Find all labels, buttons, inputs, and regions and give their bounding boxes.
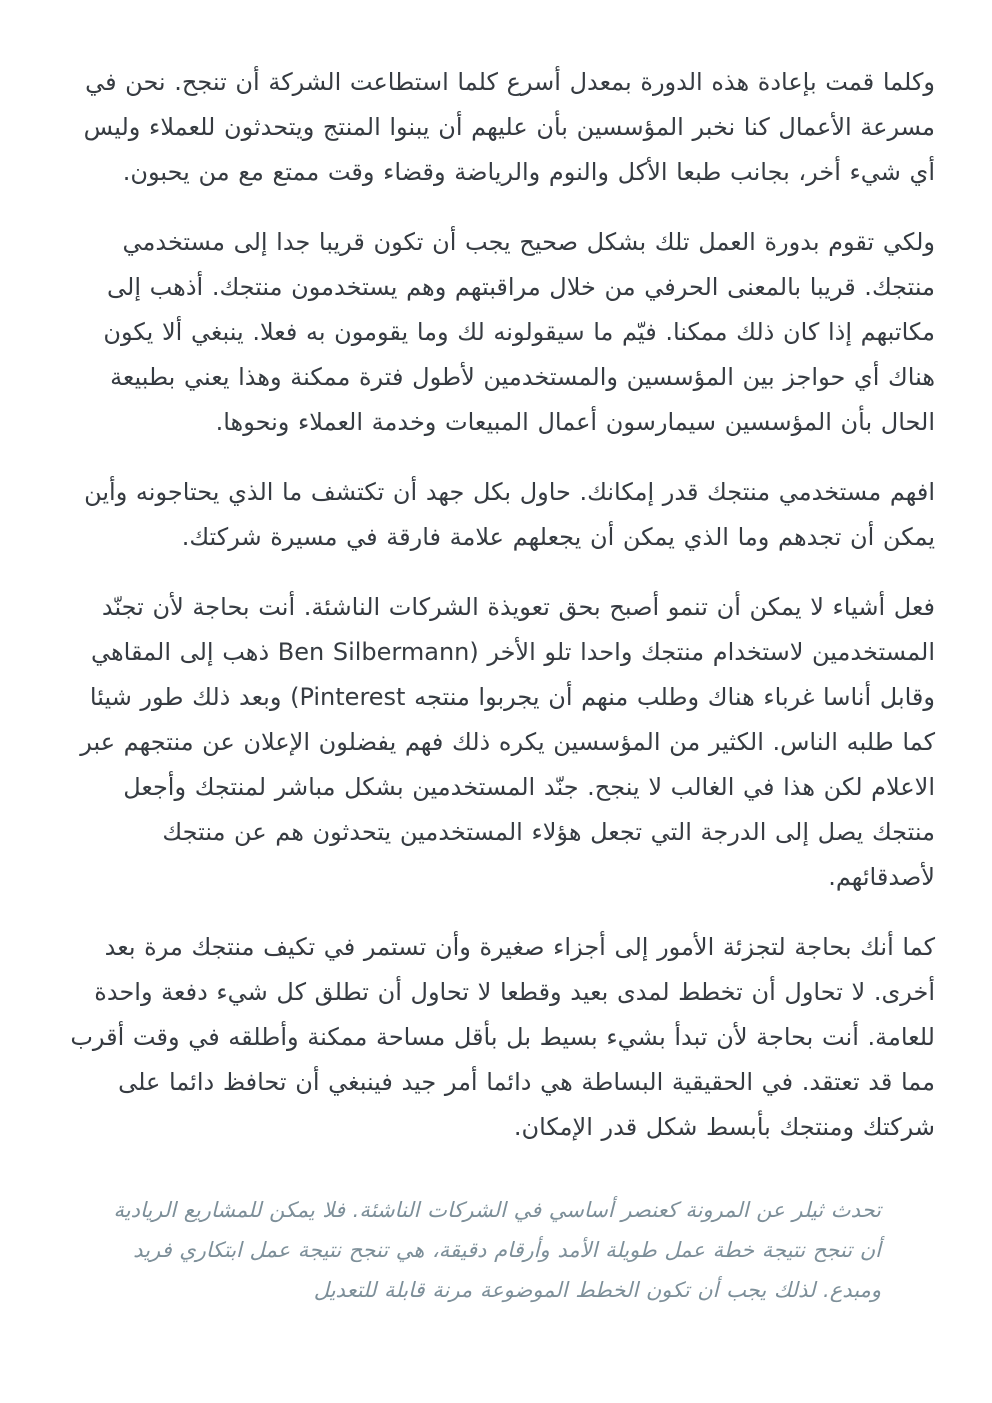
quote-paragraph: تحدث ثيلر عن المرونة كعنصر أساسي في الشركات الناشئة. فلا يمكن للمشاريع الريادية أن تنجح نتيجة خطة عمل طويلة الأمد وأرقام دقيقة، هي تنجح نتيجة عمل ابتكاري فريد ومبدع. لذلك يجب أن تكون الخطط الموضوعة مرنة قابلة للتعديل	[113, 1198, 881, 1302]
paragraph-2: ولكي تقوم بدورة العمل تلك بشكل صحيح يجب أن تكون قريبا جدا إلى مستخدمي منتجك. قريبا بالمعنى الحرفي من خلال مراقبتهم وهم يستخدمون منتجك. أذهب إلى مكاتبهم إذا كان ذلك ممكنا. فيّم ما سيقولونه لك وما يقومون به فعلا. ينبغي ألا يكون هناك أي حواجز بين المؤسسين والمستخدمين لأطول فترة ممكنة وهذا يعني بطبيعة الحال بأن المؤسسين سيمارسون أعمال المبيعات وخدمة العملاء ونحوها.	[103, 228, 935, 436]
paragraph-3: افهم مستخدمي منتجك قدر إمكانك. حاول بكل جهد أن تكتشف ما الذي يحتاجونه وأين يمكن أن تجدهم وما الذي يمكن أن يجعلهم علامة فارقة في مسيرة شركتك.	[84, 478, 935, 551]
paragraph-5: كما أنك بحاجة لتجزئة الأمور إلى أجزاء صغيرة وأن تستمر في تكيف منتجك مرة بعد أخرى. لا تحاول أن تخطط لمدى بعيد وقطعا لا تحاول أن تطلق كل شيء دفعة واحدة للعامة. أنت بحاجة لأن تبدأ بشيء بسيط بل بأقل مساحة ممكنة وأطلقه في وقت أقرب مما قد تعتقد. في الحقيقية البساطة هي دائما أمر جيد فينبغي أن تحافظ دائما على شركتك ومنتجك بأبسط شكل قدر الإمكان.	[70, 933, 935, 1141]
paragraph-1: وكلما قمت بإعادة هذه الدورة بمعدل أسرع كلما استطاعت الشركة أن تنجح. نحن في مسرعة الأعمال كنا نخبر المؤسسين بأن عليهم أن يبنوا المنتج ويتحدثون للعملاء وليس أي شيء أخر، بجانب طبعا الأكل والنوم والرياضة وقضاء وقت ممتع مع من يحبون.	[83, 68, 935, 186]
paragraph-4: فعل أشياء لا يمكن أن تنمو أصبح بحق تعويذة الشركات الناشئة. أنت بحاجة لأن تجنّد المستخدمين لاستخدام منتجك واحدا تلو الأخر (Ben Silbermann ذهب إلى المقاهي وقابل أناسا غرباء هناك وطلب منهم أن يجربوا منتجه Pinterest) وبعد ذلك طور شيئا كما طلبه الناس. الكثير من المؤسسين يكره ذلك فهم يفضلون الإعلان عن منتجهم عبر الاعلام لكن هذا في الغالب لا ينجح. جنّد المستخدمين بشكل مباشر لمنتجك وأجعل منتجك يصل إلى الدرجة التي تجعل هؤلاء المستخدمين يتحدثون هم عن منتجك لأصدقائهم.	[80, 593, 935, 891]
